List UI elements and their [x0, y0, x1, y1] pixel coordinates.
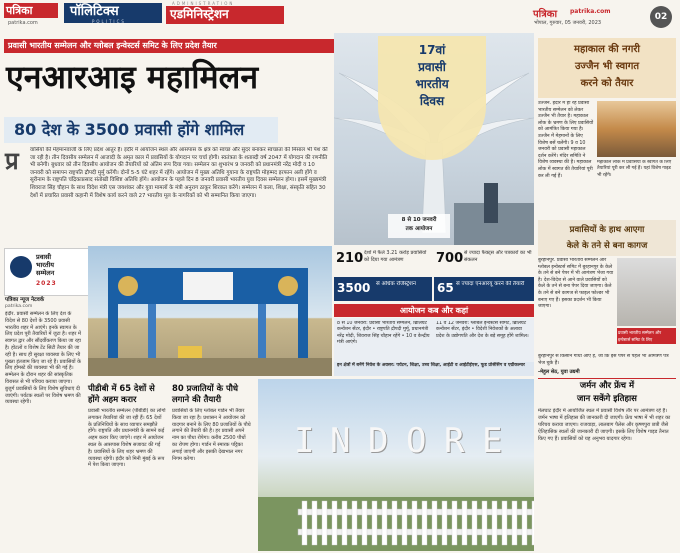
banana-quote-author: -मेहुल सेठ, युवा उद्यमी [538, 369, 580, 375]
section-tag-admin-label: एडमिनिस्ट्रेशन [170, 7, 229, 21]
sign-letter-i: I [294, 421, 315, 461]
fence-post [472, 501, 477, 545]
hero-dates-line1: 8 से 10 जनवरी [401, 217, 437, 223]
stat-number: 65 [437, 281, 454, 295]
fence-post [382, 501, 387, 545]
fence-post [392, 501, 397, 545]
banana-heading-line2: केले के तने से बना कागज [566, 241, 648, 251]
story2-title-line2: होंगे अहम करार [88, 394, 137, 404]
right-site: patrika.com [570, 8, 611, 15]
subheadline: 80 देश के 3500 प्रवासी होंगे शामिल [14, 120, 245, 139]
fence-post [462, 501, 467, 545]
stat-text: से अधिक रजिस्ट्रेशन [376, 281, 416, 287]
story3-title-line2: लगाने की तैयारी [172, 394, 222, 404]
fence-post [362, 501, 367, 545]
fence-post [372, 501, 377, 545]
sign-letter-r: R [444, 421, 465, 461]
germany-heading-line2: जान सकेंगे इतिहास [577, 394, 637, 404]
fence-post [322, 501, 327, 545]
hero-badge-line3: भारतीय [415, 77, 449, 91]
stat-text: से ज्यादा फैक्ट्स और पत्रकारों का भी संकलन [464, 250, 532, 263]
fence-post [482, 501, 487, 545]
fence-post [522, 501, 527, 545]
fence-post [442, 501, 447, 545]
site-url: patrika.com [8, 20, 38, 26]
sign-letter-d: D [368, 421, 389, 461]
lead-text: वासियों की मेहमानवाजी के लिए प्रदेश आतुर है। इंदौर में आयोजन स्थल और आसपास के क्षेत्र को स्वच्छ और सुंदर बनाकर स्वच्छता की मिसाल भी पेश की जा रही है। तीन दिवसीय सम्मेलन में आजादी के अमृत काल में प्रवासियों के योगदान पर चर्चा होगी। स्वतंत्रता के शताब्दी वर्ष 2047 में योगदान की रणनीति भी बनेगी। बुधवार को तीन दिवसीय आयोजन की तैयारियों को अंतिम रूप दिया गया। सम्मेलन का शुभारंभ 9 जनवरी को प्रधानमंत्री नरेंद्र मोदी व 10 जनवरी को समापन राष्ट्रपति द्रौपदी मुर्मू करेंगी। दोनों 5-5 घंटे शहर में रहेंगे। आयोजन में मुख्य अतिथि गुयाना के राष्ट्रपति मोहम्मद इरफान अली होंगे व सूरीनाम के राष्ट्रपति चंद्रिकाप्रसाद संतोखी विशिष्ट अतिथि होंगे। आयोजन के पहले दिन 8 जनवरी प्रवासी भारतीय युवा दिवस सम्मेलन होगा। इसमें मुख्यमंत्री शिवराज सिंह चौहान के साथ विदेश मंत्री एस जयशंकर और युवा मामलों के मंत्री अनुराग ठाकुर शिरकत करेंगे। सम्मेलन में कला, शिक्षा, संस्कृति सहित 30 देशों में प्रचारित प्रवासी कहानी में विशेष कार्य करने वाले 27 भारतीय मूल के नागरिकों को भी सम्मानित किया जाएगा। [30, 147, 328, 199]
fence-post [342, 501, 347, 545]
fence-post [432, 501, 437, 545]
germany-heading-line1: जर्मन और फ्रेंच में [579, 381, 635, 391]
fence-post [412, 501, 417, 545]
gate-photo [88, 246, 332, 376]
banana-caption-line2: इन्वेस्टर्स समिट के लिए [618, 337, 653, 342]
sign-letter-n: N [330, 421, 351, 461]
left-story-site: patrika.com [5, 304, 33, 309]
fence-post [312, 501, 317, 545]
right-logo: पत्रिका [533, 9, 558, 20]
story2-title-line1: पीडीबी में 65 देशों से [88, 383, 155, 393]
hero-badge-line4: दिवस [419, 94, 445, 108]
fence-post [352, 501, 357, 545]
hero-dates-line2: तक आयोजन [405, 226, 433, 232]
schedule-col2: 11 व 12 जनवरी: ग्लोबल इन्वेस्टर्स समिट, ब्रिलियंट कन्वेंशन सेंटर, इंदौर • विदेशी निवेशकों के अलावा प्रदेश के उद्योगपति और देश के बड़े समूह होंगे शामिल। [436, 321, 529, 339]
stat-65 [434, 277, 534, 301]
event-logo-icon [10, 256, 32, 278]
event-logo-line2: भारतीय [36, 261, 55, 269]
event-logo-line3: सम्मेलन [36, 269, 55, 277]
banana-text: बुरहानपुर. प्रवासी भारतीय सम्मेलन और ग्लोबल इन्वेस्टर्स समिट में बुरहानपुर के केले के तने से बने पेपर में भी आमंत्रण भेजा गया है। देश-विदेश से आने वाले प्रवासियों को केले के तने से बना पेपर दिया जाएगा। केले के तने से बने कागज से फाइल फोल्डर भी बनाए गए हैं। इसका प्रदर्शन भी किया जाएगा। [538, 258, 614, 310]
fence-post [492, 501, 497, 545]
indore-sign-photo [258, 379, 534, 551]
event-logo-year: 2023 [36, 280, 57, 287]
stat-number: 3500 [337, 281, 371, 295]
masthead [0, 0, 680, 30]
stat-number: 210 [336, 251, 364, 266]
mahakal-photo-caption: महाकाल लोक में प्रवासियों के स्वागत के लिए तैयारियां पूरी कर ली गई हैं। यहां विशेष गाइड भी रहेंगे। [597, 160, 672, 178]
section-tag-admin-sub: ADMINISTRATION [172, 1, 235, 6]
top-strip-text: प्रवासी भारतीय सम्मेलन और ग्लोबल इन्वेस्टर्स समिट के लिए प्रदेश तैयार [8, 41, 217, 50]
welcome-gate-graphic [88, 246, 332, 376]
germany-text: मेलघाट इंदौर में आयोजित स्थल में प्रवासी विशेष तौर पर आमंत्रण रहे हैं। जर्मन भाषा में इतिहास की जानकारी दी जाएगी। फ्रेंच भाषा में भी शहर का परिचय कराया जाएगा। राजवाड़ा, लालबाग पैलेस और कृष्णपुरा छत्री जैसे ऐतिहासिक स्थलों की जानकारी दी जाएगी। इसके लिए विशेष गाइड तैनात किए गए हैं। प्रवासियों को यह अनुभव यादगार रहेगा। [538, 408, 671, 442]
fence-post [512, 501, 517, 545]
fence-post [302, 501, 307, 545]
stat-3500 [334, 277, 432, 301]
event-logo-line1: प्रवासी [36, 253, 52, 261]
fence-post [402, 501, 407, 545]
logo-text: पत्रिका [6, 4, 33, 17]
mahakal-heading-line1: महाकाल की नगरी [573, 44, 641, 55]
page-number: 02 [654, 12, 668, 22]
germany-rule [538, 378, 676, 379]
fence-post [332, 501, 337, 545]
fence-post [422, 501, 427, 545]
hero-badge-line1: 17वां [418, 43, 446, 57]
sectors-text: इन क्षेत्रों में बनेंगे निवेश के अवसर: पर्यटन, शिक्षा, उच्च शिक्षा, आईटी व आईटीईएस, फूड प्रोसेसिंग व एग्रीकल्चर [337, 363, 525, 368]
left-story-byline: पत्रिका न्यूज नेटवर्क [5, 297, 45, 303]
indore-sign-graphic [258, 379, 534, 551]
dateline: भोपाल, गुरुवार, 05 जनवरी, 2023 [534, 20, 602, 26]
lead-dropcap: प्र [5, 147, 19, 175]
section-tag-politics-sub: POLITICS [92, 19, 126, 24]
stat-text: देशों में फैले 3.21 करोड़ प्रवासियों को दिया गया आमंत्रण [364, 250, 427, 263]
story2-text: प्रवासी भारतीय सम्मेलन (पीबीडी) का लोगो लगाकर तैयारियां की जा रही हैं। 65 देशों के प्रतिनिधियों के साथ व्यापार समझौते होंगे। राष्ट्रपति और प्रधानमंत्री के सामने कई अहम करार किए जाएंगे। शहर में आयोजन स्थल के आसपास विशेष सजावट की गई है। प्रवासियों के लिए शहर भ्रमण की व्यवस्था रहेगी। इंदौर को मिनी मुंबई के रूप में पेश किया जाएगा। [88, 408, 166, 469]
headline: एनआरआइ महामिलन [6, 58, 259, 96]
sign-letter-o: O [406, 421, 427, 461]
stat-210 [334, 249, 432, 273]
fence-post [502, 501, 507, 545]
story3-text: प्रवासियों के लिए ग्लोबल गार्डन भी तैयार किया जा रहा है। प्रशासन ने आयोजन को यादगार बनाने के लिए 80 प्रजातियों के पौधे लगाने की तैयारी की है। हर प्रवासी अपने नाम का पौधा रोपेगा। करीब 2500 पौधों का रोपण होगा। गार्डन में स्मारक पट्टिका लगाई जाएगी और इसकी देखभाल नगर निगम करेगा। [172, 408, 251, 462]
stat-number: 700 [436, 251, 464, 266]
stat-text: से ज्यादा एनआरयू करने की तैयारी [456, 281, 525, 287]
mahakal-heading-line3: करने को तैयार [580, 78, 634, 89]
sign-letter-e: E [482, 421, 503, 461]
banana-photo [617, 258, 676, 326]
section-tag-politics-label: पॉलिटिक्स [70, 4, 119, 19]
mahakal-photo [597, 101, 676, 157]
banana-caption-line1: प्रवासी भारतीय सम्मेलन और [618, 330, 662, 335]
schedule-title: आयोजन कब और कहां [399, 306, 469, 315]
banana-heading-line1: प्रवासियों के हाथ आएगा [569, 225, 645, 235]
banana-quote: बुरहानपुर से किसान गांधी आए हैं, जो कि इस पेपर से पहले भी आमंत्रण पत्र भेज चुके हैं। [538, 354, 669, 366]
fence-post [532, 501, 534, 545]
hero-badge-line2: प्रवासी [418, 60, 446, 74]
stat-700 [434, 249, 534, 273]
story3-title-line1: 80 प्रजातियों के पौधे [172, 383, 239, 393]
fence-post [452, 501, 457, 545]
left-story-text: इंदौर. प्रवासी सम्मेलन के लिए देश के विदेश से 80 देशों के 3500 प्रवासी भारतीय शहर में आएंगे। इनके स्वागत के लिए प्रदेश पूरी तैयारियों में जुटा है। शहर में स्वागत द्वार और सौंदर्यीकरण किया जा रहा है। होटलों व विशेष टेंट सिटी तैयार की जा रही है। साथ ही सुरक्षा व्यवस्था के लिए भी पुख्ता इंतजाम किए जा रहे हैं। प्रवासियों के लिए होमस्टे की व्यवस्था भी की गई है। सम्मेलन के दौरान शहर की सांस्कृतिक विरासत से भी परिचय कराया जाएगा। बुजुर्ग प्रवासियों के लिए विशेष सुविधाएं दी जाएंगी। पर्यटक स्थलों पर विशेष भ्रमण की व्यवस्था रहेगी। [5, 311, 81, 406]
mahakal-heading-line2: उज्जैन भी स्वागत [574, 61, 640, 72]
mahakal-text: उज्जैन. इंदौर में हो रहे प्रवासी भारतीय सम्मेलन को लेकर उज्जैन भी तैयार है। महाकाल लोक के भ्रमण के लिए प्रवासियों को आमंत्रित किया गया है। उज्जैन में मेहमानों के लिए विशेष बसें चलेंगी। 9 व 10 जनवरी को प्रवासी महाकाल दर्शन करेंगे। मंदिर समिति ने विशेष व्यवस्था की है। महाकाल लोक में स्वागत की तैयारियां पूरी कर ली गई हैं। [538, 101, 594, 179]
schedule-col1: 8 से 10 जनवरी: प्रवासी भारतीय सम्मेलन, ब्रिलियंट कन्वेंशन सेंटर, इंदौर • राष्ट्रपति द्रौपदी मुर्मू, प्रधानमंत्री नरेंद्र मोदी, शिवराज सिंह चौहान रहेंगे • 10 व केन्द्रीय मंत्री आएंगे। [337, 321, 430, 345]
